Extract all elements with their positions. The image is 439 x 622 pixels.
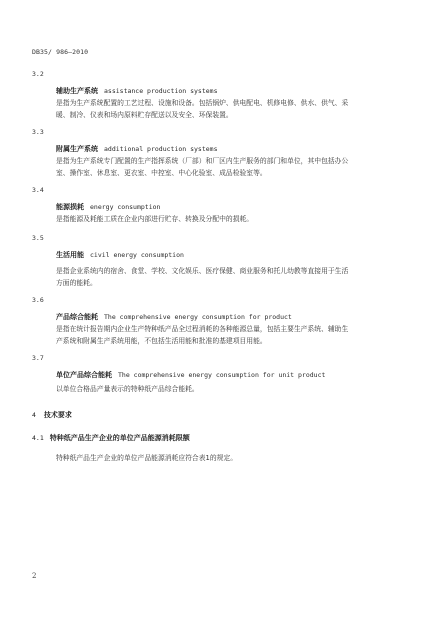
clause-number: 3.4 [32,186,44,194]
definition-line: 室、操作室、休息室、更衣室、中控室、中心化验室、成品检验室等。 [56,169,267,177]
subsection-heading [32,433,190,443]
term-english: additional production systems [104,145,218,153]
page-number: 2 [32,572,37,580]
definition-line: 以单位合格品产量表示的特种纸产品综合能耗。 [56,385,199,393]
definition-text [56,155,402,179]
term-line [56,250,184,260]
section-heading [32,410,72,420]
clause-number: 3.3 [32,128,44,136]
definition-text [56,213,402,225]
definition-line: 是指能源及耗能工质在企业内部进行贮存、转换及分配中的损耗。 [56,215,254,223]
term-line [56,370,325,380]
definition-line: 是指为生产系统配置的工艺过程、设施和设备。包括锅炉、供电配电、机修电修、供水、供气、采 [56,99,349,107]
term-chinese: 能源损耗 [56,203,84,211]
definition-line: 是指为生产系统专门配置的生产指挥系统（厂部）和厂区内生产服务的部门和单位，其中包括办公 [56,157,349,165]
definition-line: 是指在统计报告期内企业生产特种纸产品全过程消耗的各种能源总量，包括主要生产系统、辅助生 [56,325,349,333]
clause-number: 3.2 [32,70,44,78]
term-line [56,144,218,154]
standard-code: DB35/ 986—2010 [32,48,89,56]
clause-number: 3.7 [32,354,44,362]
definition-text [56,97,402,121]
definition-text [56,323,402,347]
term-chinese: 产品综合能耗 [56,313,98,321]
term-english: energy consumption [90,203,161,211]
paragraph: 特种纸产品生产企业的单位产品能源消耗应符合表1的规定。 [56,454,238,462]
term-line [56,86,218,96]
term-chinese: 单位产品综合能耗 [56,371,112,379]
section-number: 4 [32,411,36,419]
definition-line: 是指企业系统内的宿舍、食堂、学校、文化娱乐、医疗保健、商业服务和托儿幼教等直接用于生活 [56,267,349,275]
subsection-title: 特种纸产品生产企业的单位产品能源消耗限额 [49,434,190,442]
clause-number: 3.6 [32,296,44,304]
term-english: assistance production systems [104,87,218,95]
term-chinese: 辅助生产系统 [56,87,98,95]
term-english: civil energy consumption [90,251,184,259]
definition-text [56,265,402,289]
subsection-number: 4.1 [32,434,44,442]
term-chinese: 生活用能 [56,251,84,259]
definition-line: 产系统和附属生产系统用能，不包括生活用能和批准的基建项目用能。 [56,337,267,345]
term-line [56,202,160,212]
definition-line: 暖、制冷、仪表和场内原料贮存配送以及安全、环保装置。 [56,111,233,119]
clause-number: 3.5 [32,234,44,242]
term-chinese: 附属生产系统 [56,145,98,153]
term-english: The comprehensive energy consumption for product [104,313,292,321]
term-line [56,312,292,322]
definition-text [56,383,402,395]
section-title: 技术要求 [43,411,72,419]
term-english: The comprehensive energy consumption for unit product [118,371,326,379]
definition-line: 方面的能耗。 [56,279,97,287]
